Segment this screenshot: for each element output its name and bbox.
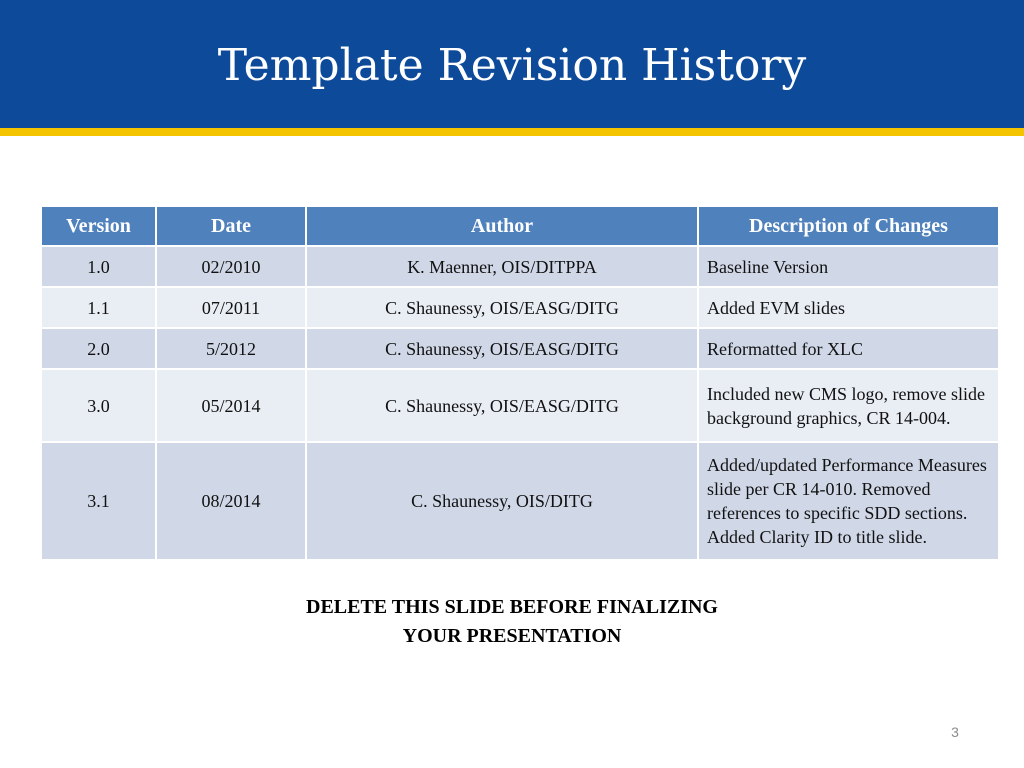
table-row <box>41 246 999 287</box>
column-header-author: Author <box>306 206 698 246</box>
slide-title: Template Revision History <box>217 40 807 91</box>
notice-line-2: YOUR PRESENTATION <box>402 625 622 647</box>
cell-version: 2.0 <box>41 328 156 369</box>
slide-header <box>0 0 1024 128</box>
cell-date: 07/2011 <box>156 287 306 328</box>
column-header-version: Version <box>41 206 156 246</box>
cell-version: 3.0 <box>41 369 156 442</box>
cell-description: Added EVM slides <box>698 287 999 328</box>
cell-description: Reformatted for XLC <box>698 328 999 369</box>
cell-date: 08/2014 <box>156 442 306 560</box>
cell-author: C. Shaunessy, OIS/DITG <box>306 442 698 560</box>
column-header-date: Date <box>156 206 306 246</box>
delete-slide-notice <box>0 593 1024 651</box>
page-number: 3 <box>951 724 959 740</box>
cell-date: 05/2014 <box>156 369 306 442</box>
column-header-description: Description of Changes <box>698 206 999 246</box>
cell-author: C. Shaunessy, OIS/EASG/DITG <box>306 287 698 328</box>
table-row <box>41 442 999 560</box>
cell-description: Added/updated Performance Measures slide per CR 14-010. Removed references to specific SDD sections. Added Clarity ID to title slide. <box>698 442 999 560</box>
table-row <box>41 369 999 442</box>
notice-line-1: DELETE THIS SLIDE BEFORE FINALIZING <box>306 596 718 618</box>
cell-version: 3.1 <box>41 442 156 560</box>
table-row <box>41 287 999 328</box>
cell-description: Baseline Version <box>698 246 999 287</box>
header-accent-bar <box>0 128 1024 136</box>
table-header-row <box>41 206 999 246</box>
cell-description: Included new CMS logo, remove slide background graphics, CR 14-004. <box>698 369 999 442</box>
cell-date: 02/2010 <box>156 246 306 287</box>
cell-author: K. Maenner, OIS/DITPPA <box>306 246 698 287</box>
table-row <box>41 328 999 369</box>
cell-author: C. Shaunessy, OIS/EASG/DITG <box>306 369 698 442</box>
revision-history-table <box>40 205 1000 561</box>
revision-table-container <box>40 205 998 561</box>
cell-version: 1.0 <box>41 246 156 287</box>
cell-version: 1.1 <box>41 287 156 328</box>
cell-author: C. Shaunessy, OIS/EASG/DITG <box>306 328 698 369</box>
cell-date: 5/2012 <box>156 328 306 369</box>
